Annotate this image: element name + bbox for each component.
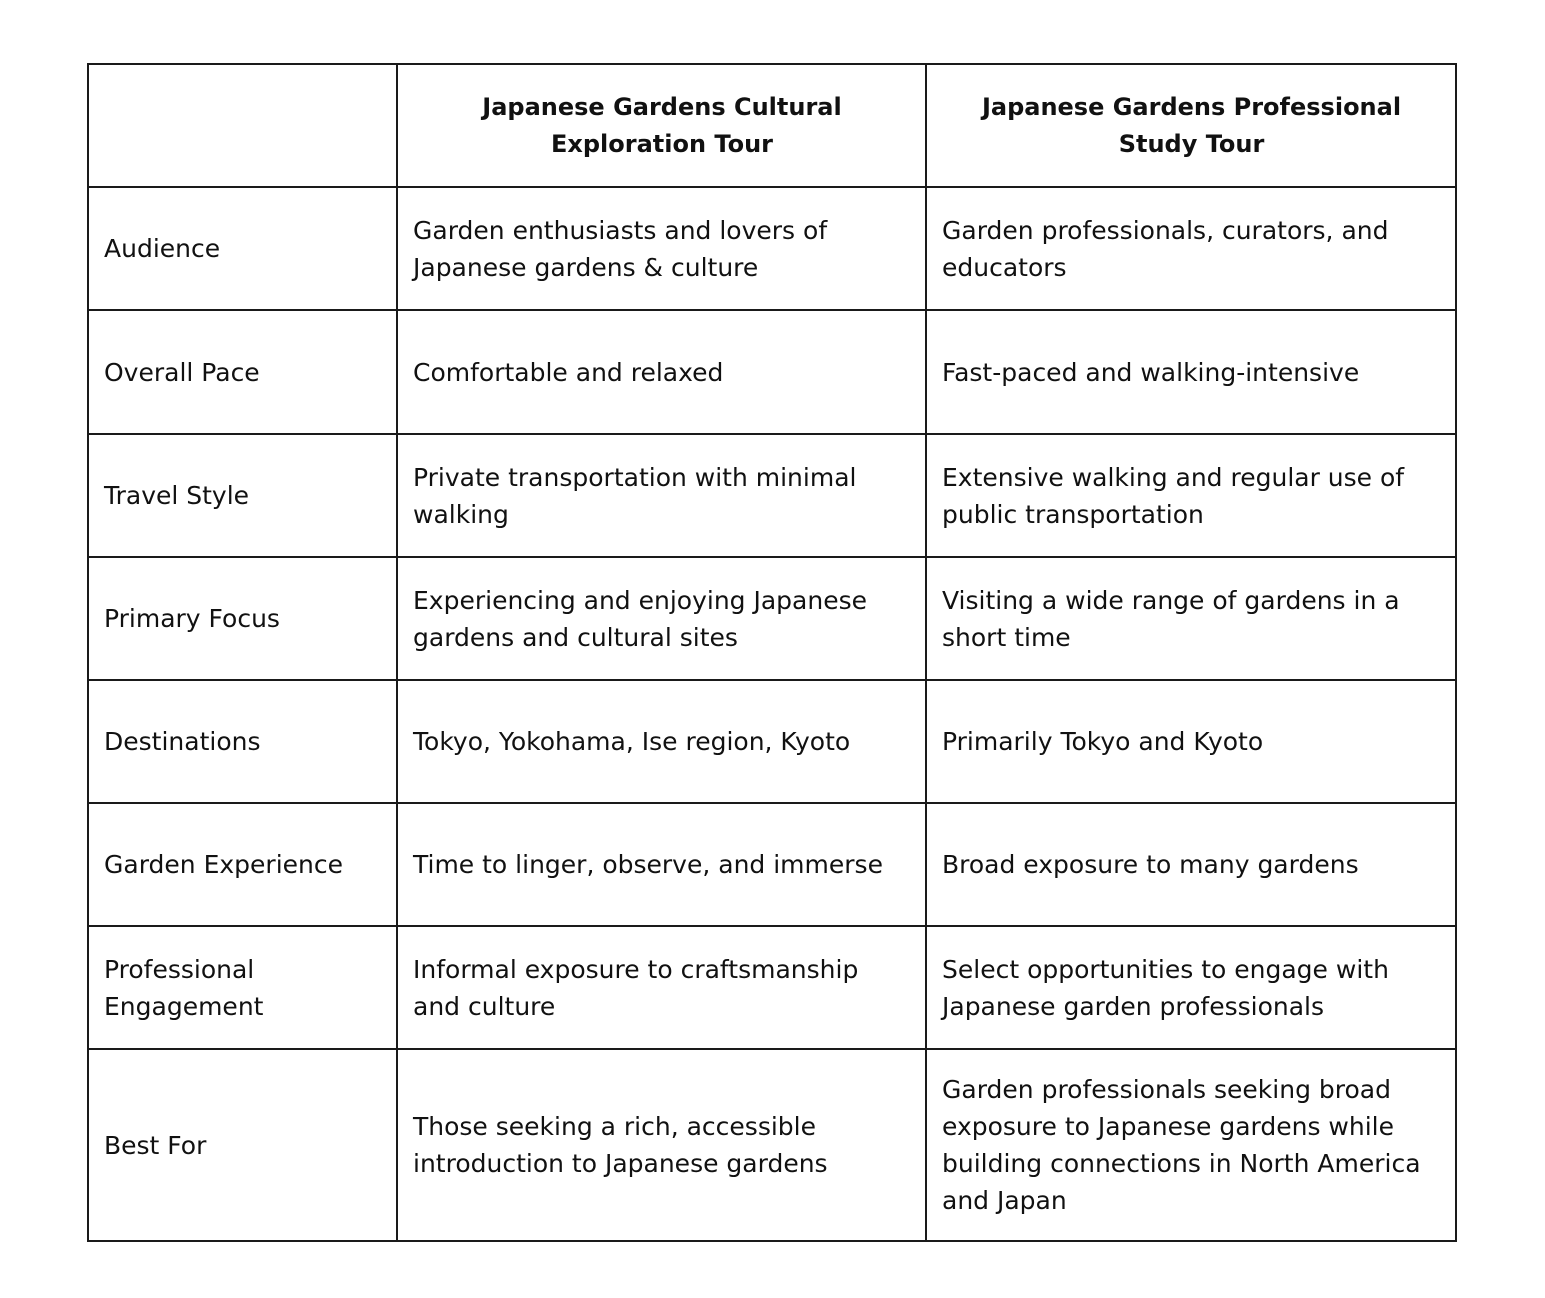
row-label: Primary Focus (88, 557, 397, 680)
table-row-travel-style (88, 434, 1456, 557)
professional-tour-cell: Visiting a wide range of gardens in a short time (926, 557, 1456, 680)
professional-tour-cell: Select opportunities to engage with Japanese garden professionals (926, 926, 1456, 1049)
table-row-best-for (88, 1049, 1456, 1241)
header-cultural-tour: Japanese Gardens Cultural Exploration Tour (397, 64, 926, 187)
cultural-tour-cell: Those seeking a rich, accessible introduction to Japanese gardens (397, 1049, 926, 1241)
cultural-tour-cell: Informal exposure to craftsmanship and culture (397, 926, 926, 1049)
professional-tour-cell: Extensive walking and regular use of public transportation (926, 434, 1456, 557)
table-row-overall-pace (88, 310, 1456, 434)
cultural-tour-cell: Time to linger, observe, and immerse (397, 803, 926, 926)
row-label: Best For (88, 1049, 397, 1241)
table-row-garden-experience (88, 803, 1456, 926)
table-row-audience (88, 187, 1456, 310)
table-row-professional-engagement (88, 926, 1456, 1049)
table-row-destinations (88, 680, 1456, 803)
professional-tour-cell: Garden professionals seeking broad exposure to Japanese gardens while building connections in North America and Japan (926, 1049, 1456, 1241)
cultural-tour-cell: Private transportation with minimal walking (397, 434, 926, 557)
cultural-tour-cell: Experiencing and enjoying Japanese gardens and cultural sites (397, 557, 926, 680)
cultural-tour-cell: Tokyo, Yokohama, Ise region, Kyoto (397, 680, 926, 803)
header-row (88, 64, 1456, 187)
table-row-primary-focus (88, 557, 1456, 680)
professional-tour-cell: Garden professionals, curators, and educators (926, 187, 1456, 310)
row-label: Audience (88, 187, 397, 310)
row-label: Overall Pace (88, 310, 397, 434)
row-label: Travel Style (88, 434, 397, 557)
comparison-table (87, 63, 1457, 1242)
professional-tour-cell: Fast-paced and walking-intensive (926, 310, 1456, 434)
header-professional-tour: Japanese Gardens Professional Study Tour (926, 64, 1456, 187)
cultural-tour-cell: Comfortable and relaxed (397, 310, 926, 434)
professional-tour-cell: Primarily Tokyo and Kyoto (926, 680, 1456, 803)
row-label: Destinations (88, 680, 397, 803)
row-label: Garden Experience (88, 803, 397, 926)
row-label: Professional Engagement (88, 926, 397, 1049)
professional-tour-cell: Broad exposure to many gardens (926, 803, 1456, 926)
cultural-tour-cell: Garden enthusiasts and lovers of Japanese gardens & culture (397, 187, 926, 310)
header-corner-cell (88, 64, 397, 187)
